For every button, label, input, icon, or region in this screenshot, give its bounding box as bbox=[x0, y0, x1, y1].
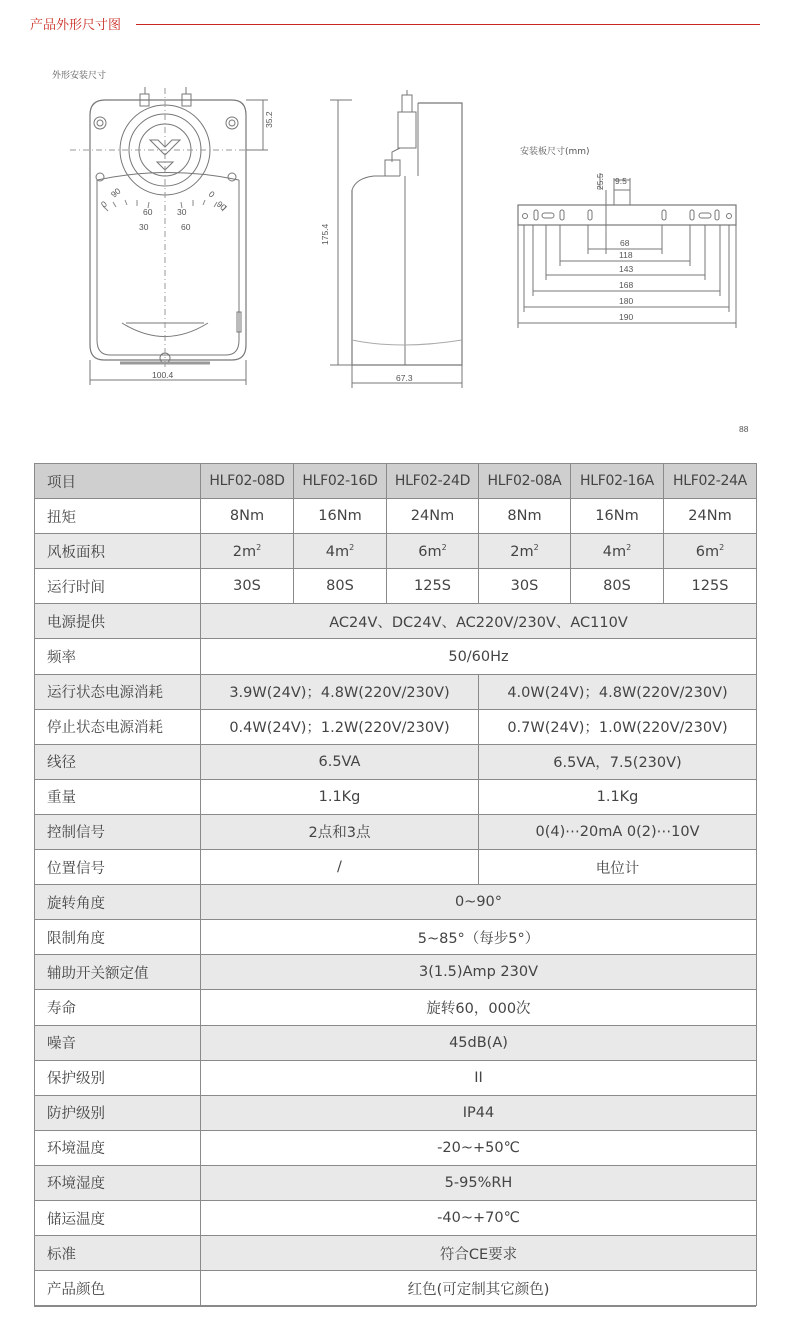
scale-mark: 0 bbox=[98, 198, 109, 210]
cell: 24Nm bbox=[664, 499, 757, 534]
row-label: 标准 bbox=[35, 1236, 201, 1271]
cell: 5~85°（每步5°） bbox=[201, 920, 757, 955]
cell: 红色(可定制其它颜色) bbox=[201, 1271, 757, 1306]
row-label: 线径 bbox=[35, 744, 201, 779]
cell: $4m^2$ bbox=[294, 534, 387, 569]
dim-67-3: 67.3 bbox=[396, 373, 413, 383]
section-title: 产品外形尺寸图 bbox=[30, 18, 122, 33]
row-label: 电源提供 bbox=[35, 604, 201, 639]
row-label: 环境湿度 bbox=[35, 1165, 201, 1200]
cell: 6.5VA，7.5(230V) bbox=[479, 744, 757, 779]
dim-100-4: 100.4 bbox=[152, 370, 174, 380]
scale-mark: 60 bbox=[181, 222, 191, 232]
row-label: 旋转角度 bbox=[35, 885, 201, 920]
cell: 30S bbox=[479, 569, 571, 604]
row-standard bbox=[35, 1236, 757, 1271]
cell: 5-95%RH bbox=[201, 1165, 757, 1200]
dimension-drawing-svg bbox=[0, 40, 790, 440]
dim-143: 143 bbox=[619, 264, 634, 274]
dim-175-4: 175.4 bbox=[320, 223, 330, 245]
row-label: 重量 bbox=[35, 779, 201, 814]
row-label: 辅助开关额定值 bbox=[35, 955, 201, 990]
dim-35-2: 35.2 bbox=[264, 111, 274, 128]
row-label: 扭矩 bbox=[35, 499, 201, 534]
side-view-drawing bbox=[352, 90, 462, 365]
model-header: HLF02-08A bbox=[479, 464, 571, 499]
scale-mark: 90 bbox=[214, 198, 229, 213]
cell: 125S bbox=[664, 569, 757, 604]
spec-table bbox=[34, 463, 757, 1306]
row-label: 保护级别 bbox=[35, 1060, 201, 1095]
row-store-temp bbox=[35, 1200, 757, 1235]
row-protect-class bbox=[35, 1060, 757, 1095]
cell: $6m^2$ bbox=[387, 534, 479, 569]
cell: IP44 bbox=[201, 1095, 757, 1130]
cell: II bbox=[201, 1060, 757, 1095]
row-limit bbox=[35, 920, 757, 955]
row-label: 限制角度 bbox=[35, 920, 201, 955]
dim-9-5: 9.5 bbox=[615, 176, 627, 186]
row-label: 运行状态电源消耗 bbox=[35, 674, 201, 709]
cell: 0.7W(24V)；1.0W(220V/230V) bbox=[479, 709, 757, 744]
row-label: 控制信号 bbox=[35, 814, 201, 849]
row-color bbox=[35, 1271, 757, 1306]
row-wire bbox=[35, 744, 757, 779]
cell: 2点和3点 bbox=[201, 814, 479, 849]
table-header-row bbox=[35, 464, 757, 499]
row-noise bbox=[35, 1025, 757, 1060]
dimension-drawing bbox=[0, 40, 790, 440]
section-header bbox=[30, 12, 760, 34]
scale-mark: 30 bbox=[177, 207, 187, 217]
cell: 1.1Kg bbox=[201, 779, 479, 814]
row-run-power bbox=[35, 674, 757, 709]
model-header: HLF02-08D bbox=[201, 464, 294, 499]
cell: 45dB(A) bbox=[201, 1025, 757, 1060]
cell: 3.9W(24V)；4.8W(220V/230V) bbox=[201, 674, 479, 709]
row-label: 产品颜色 bbox=[35, 1271, 201, 1306]
model-header: HLF02-24A bbox=[664, 464, 757, 499]
cell: AC24V、DC24V、AC220V/230V、AC110V bbox=[201, 604, 757, 639]
model-header: HLF02-16D bbox=[294, 464, 387, 499]
dim-168: 168 bbox=[619, 280, 634, 290]
row-label: 停止状态电源消耗 bbox=[35, 709, 201, 744]
row-label: 位置信号 bbox=[35, 850, 201, 885]
cell: 30S bbox=[201, 569, 294, 604]
row-power bbox=[35, 604, 757, 639]
row-env-temp bbox=[35, 1130, 757, 1165]
cell: 符合CE要求 bbox=[201, 1236, 757, 1271]
cell: 4.0W(24V)；4.8W(220V/230V) bbox=[479, 674, 757, 709]
dim-68: 68 bbox=[620, 238, 630, 248]
row-label: 运行时间 bbox=[35, 569, 201, 604]
row-freq bbox=[35, 639, 757, 674]
cell: 16Nm bbox=[571, 499, 664, 534]
row-rotation bbox=[35, 885, 757, 920]
row-label: 风板面积 bbox=[35, 534, 201, 569]
row-run-time bbox=[35, 569, 757, 604]
cell: 8Nm bbox=[479, 499, 571, 534]
cell: 6.5VA bbox=[201, 744, 479, 779]
row-label: 环境温度 bbox=[35, 1130, 201, 1165]
scale-mark: 90 bbox=[108, 185, 123, 200]
cell: 0(4)⋯20mA 0(2)⋯10V bbox=[479, 814, 757, 849]
dim-180: 180 bbox=[619, 296, 634, 306]
bottom-divider bbox=[34, 1306, 756, 1307]
corner-mark: 88 bbox=[739, 424, 749, 434]
row-env-humid bbox=[35, 1165, 757, 1200]
cell: $6m^2$ bbox=[664, 534, 757, 569]
row-stop-power bbox=[35, 709, 757, 744]
row-life bbox=[35, 990, 757, 1025]
row-torque bbox=[35, 499, 757, 534]
scale-mark: 60 bbox=[143, 207, 153, 217]
front-view-drawing bbox=[90, 87, 246, 363]
cell: $2m^2$ bbox=[201, 534, 294, 569]
dim-25-5: 25.5 bbox=[595, 173, 605, 190]
row-label: 寿命 bbox=[35, 990, 201, 1025]
cell: -20~+50℃ bbox=[201, 1130, 757, 1165]
row-aux bbox=[35, 955, 757, 990]
mounting-plate-drawing bbox=[518, 190, 736, 225]
cell: $4m^2$ bbox=[571, 534, 664, 569]
cell: 0.4W(24V)；1.2W(220V/230V) bbox=[201, 709, 479, 744]
scale-mark: 30 bbox=[139, 222, 149, 232]
outline-title: 外形安装尺寸 bbox=[52, 71, 107, 81]
cell: / bbox=[201, 850, 479, 885]
cell: 0~90° bbox=[201, 885, 757, 920]
cell: 旋转60，000次 bbox=[201, 990, 757, 1025]
cell: 125S bbox=[387, 569, 479, 604]
cell: 电位计 bbox=[479, 850, 757, 885]
row-ip bbox=[35, 1095, 757, 1130]
cell: 80S bbox=[571, 569, 664, 604]
plate-title: 安装板尺寸(mm) bbox=[520, 147, 590, 157]
model-header: HLF02-16A bbox=[571, 464, 664, 499]
row-area bbox=[35, 534, 757, 569]
dim-118: 118 bbox=[619, 250, 633, 260]
cell: 80S bbox=[294, 569, 387, 604]
row-label: 储运温度 bbox=[35, 1200, 201, 1235]
row-label: 防护级别 bbox=[35, 1095, 201, 1130]
dim-190: 190 bbox=[619, 312, 634, 322]
model-header: HLF02-24D bbox=[387, 464, 479, 499]
cell: 1.1Kg bbox=[479, 779, 757, 814]
row-position bbox=[35, 850, 757, 885]
scale-mark: 0 bbox=[206, 188, 217, 200]
cell: 16Nm bbox=[294, 499, 387, 534]
cell: 8Nm bbox=[201, 499, 294, 534]
row-control bbox=[35, 814, 757, 849]
cell: 50/60Hz bbox=[201, 639, 757, 674]
cell: 24Nm bbox=[387, 499, 479, 534]
cell: $2m^2$ bbox=[479, 534, 571, 569]
row-label: 噪音 bbox=[35, 1025, 201, 1060]
cell: 3(1.5)Amp 230V bbox=[201, 955, 757, 990]
row-weight bbox=[35, 779, 757, 814]
row-label: 频率 bbox=[35, 639, 201, 674]
cell: -40~+70℃ bbox=[201, 1200, 757, 1235]
header-label: 项目 bbox=[35, 464, 201, 499]
section-divider bbox=[136, 24, 760, 25]
